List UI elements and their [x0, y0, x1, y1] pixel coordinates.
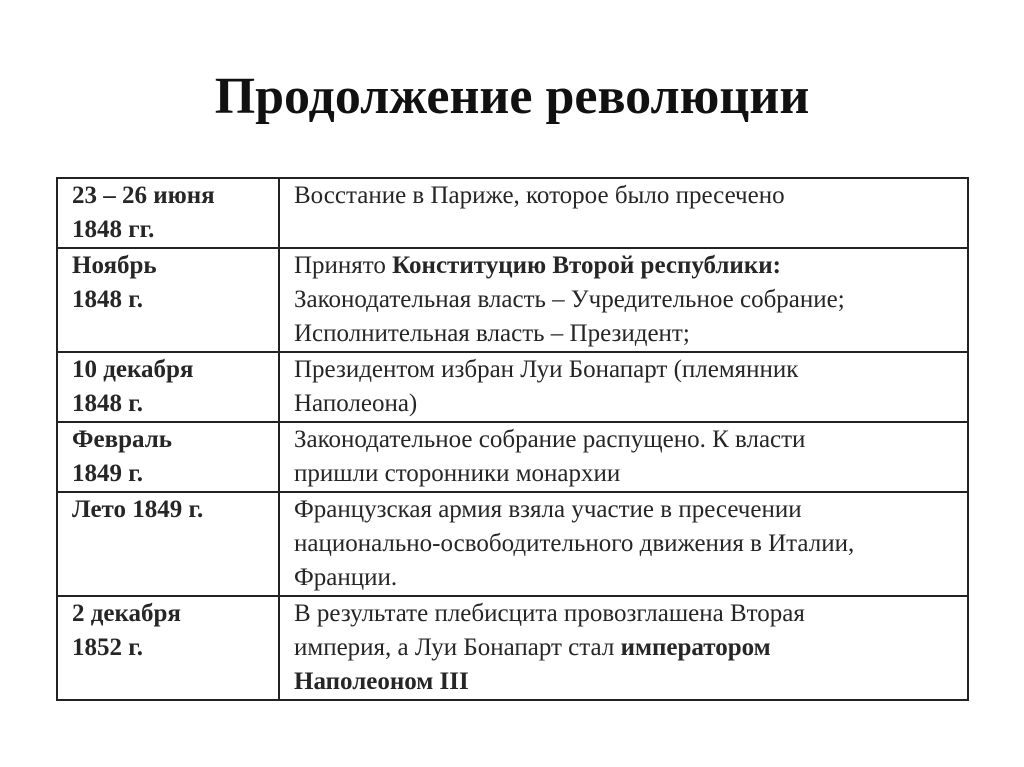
table-row [57, 492, 968, 596]
event-cell [279, 248, 968, 352]
date-line: Ноябрь [72, 252, 157, 279]
timeline-body [57, 178, 968, 700]
event-text: империя, а Луи Бонапарт стал [294, 634, 621, 661]
event-line [294, 317, 957, 351]
date-cell [57, 492, 279, 596]
event-cell [279, 422, 968, 492]
event-line [294, 387, 957, 421]
event-text: Франции. [294, 564, 398, 591]
table-row [57, 352, 968, 422]
event-text: Восстание в Париже, которое было пресечено [294, 182, 785, 209]
event-line [294, 597, 957, 631]
date-cell [57, 248, 279, 352]
event-text: Исполнительная власть – Президент; [294, 320, 690, 347]
date-line: 1848 г. [72, 286, 144, 313]
event-line [294, 283, 957, 317]
table-row [57, 422, 968, 492]
date-cell [57, 422, 279, 492]
event-cell [279, 492, 968, 596]
date-line: 2 декабря [72, 600, 181, 627]
event-cell [279, 352, 968, 422]
event-text: пришли сторонники монархии [294, 460, 621, 487]
event-line [294, 561, 957, 595]
event-line [294, 353, 957, 387]
event-text: Законодательная власть – Учредительное собрание; [294, 286, 845, 313]
date-line: 1848 гг. [72, 216, 155, 243]
event-text-bold: Наполеоном III [294, 668, 469, 695]
date-line: Лето 1849 г. [72, 496, 204, 523]
event-line [294, 423, 957, 457]
event-text: Законодательное собрание распущено. К власти [294, 426, 806, 453]
revolution-timeline-table [56, 177, 969, 701]
event-line [294, 493, 957, 527]
event-text: национально-освободительного движения в Италии, [294, 530, 855, 557]
page-title: Продолжение революции [214, 68, 810, 125]
event-text: В результате плебисцита провозглашена Вторая [294, 600, 805, 627]
date-cell [57, 178, 279, 248]
date-line: 10 декабря [72, 356, 194, 383]
event-line [294, 631, 957, 665]
event-text: Французская армия взяла участие в пресечении [294, 496, 802, 523]
event-line [294, 665, 957, 699]
table-row [57, 248, 968, 352]
event-cell [279, 596, 968, 700]
date-line: 23 – 26 июня [72, 182, 215, 209]
date-line: Февраль [72, 426, 172, 453]
date-line: 1848 г. [72, 390, 144, 417]
date-cell [57, 352, 279, 422]
event-line [294, 457, 957, 491]
event-text-bold: Конституцию Второй республики: [392, 252, 781, 279]
event-text-bold: императором [620, 634, 771, 661]
event-text: Принято [294, 252, 393, 279]
date-line: 1849 г. [72, 460, 144, 487]
event-line [294, 179, 957, 213]
date-cell [57, 596, 279, 700]
event-text: Наполеона) [294, 390, 418, 417]
event-text: Президентом избран Луи Бонапарт (племянник [294, 356, 799, 383]
table-row [57, 178, 968, 248]
event-line [294, 527, 957, 561]
event-line [294, 249, 957, 283]
table-row [57, 596, 968, 700]
event-cell [279, 178, 968, 248]
date-line: 1852 г. [72, 634, 144, 661]
